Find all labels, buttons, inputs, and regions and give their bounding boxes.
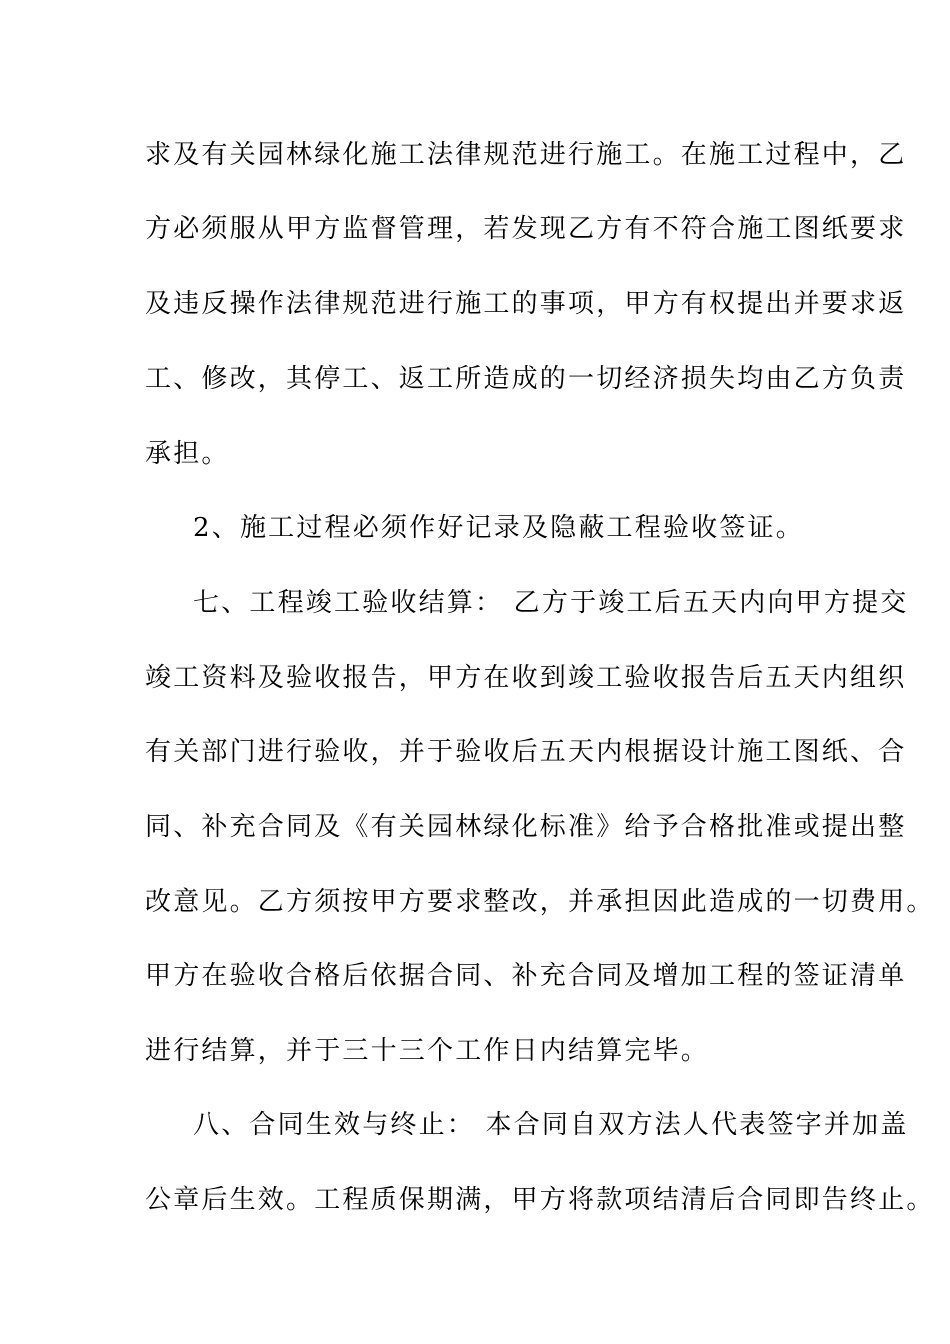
text-line: 求及有关园林绿化施工法律规范进行施工。在施工过程中，乙 — [145, 140, 907, 170]
text-line: 工、修改，其停工、返工所造成的一切经济损失均由乙方负责 — [145, 364, 907, 394]
text-line: 2、施工过程必须作好记录及隐蔽工程验收签证。 — [193, 513, 804, 543]
text-line: 承担。 — [145, 439, 230, 469]
section-heading-line: 八、合同生效与终止： 本合同自双方法人代表签字并加盖 — [193, 1110, 909, 1140]
text-line: 有关部门进行验收，并于验收后五天内根据设计施工图纸、合 — [145, 737, 907, 767]
text-line: 改意见。乙方须按甲方要求整改，并承担因此造成的一切费用。 — [145, 887, 935, 917]
text-line: 公章后生效。工程质保期满，甲方将款项结清后合同即告终止。 — [145, 1185, 935, 1215]
text-line: 进行结算，并于三十三个工作日内结算完毕。 — [145, 1036, 710, 1066]
section-heading-line: 七、工程竣工验收结算： 乙方于竣工后五天内向甲方提交 — [193, 588, 909, 618]
text-line: 甲方在验收合格后依据合同、补充合同及增加工程的签证清单 — [145, 961, 907, 991]
text-line: 竣工资料及验收报告，甲方在收到竣工验收报告后五天内组织 — [145, 663, 907, 693]
text-line: 方必须服从甲方监督管理，若发现乙方有不符合施工图纸要求 — [145, 214, 907, 244]
text-line: 及违反操作法律规范进行施工的事项，甲方有权提出并要求返 — [145, 289, 907, 319]
text-line: 同、补充合同及《有关园林绿化标准》给予合格批准或提出整 — [145, 812, 907, 842]
